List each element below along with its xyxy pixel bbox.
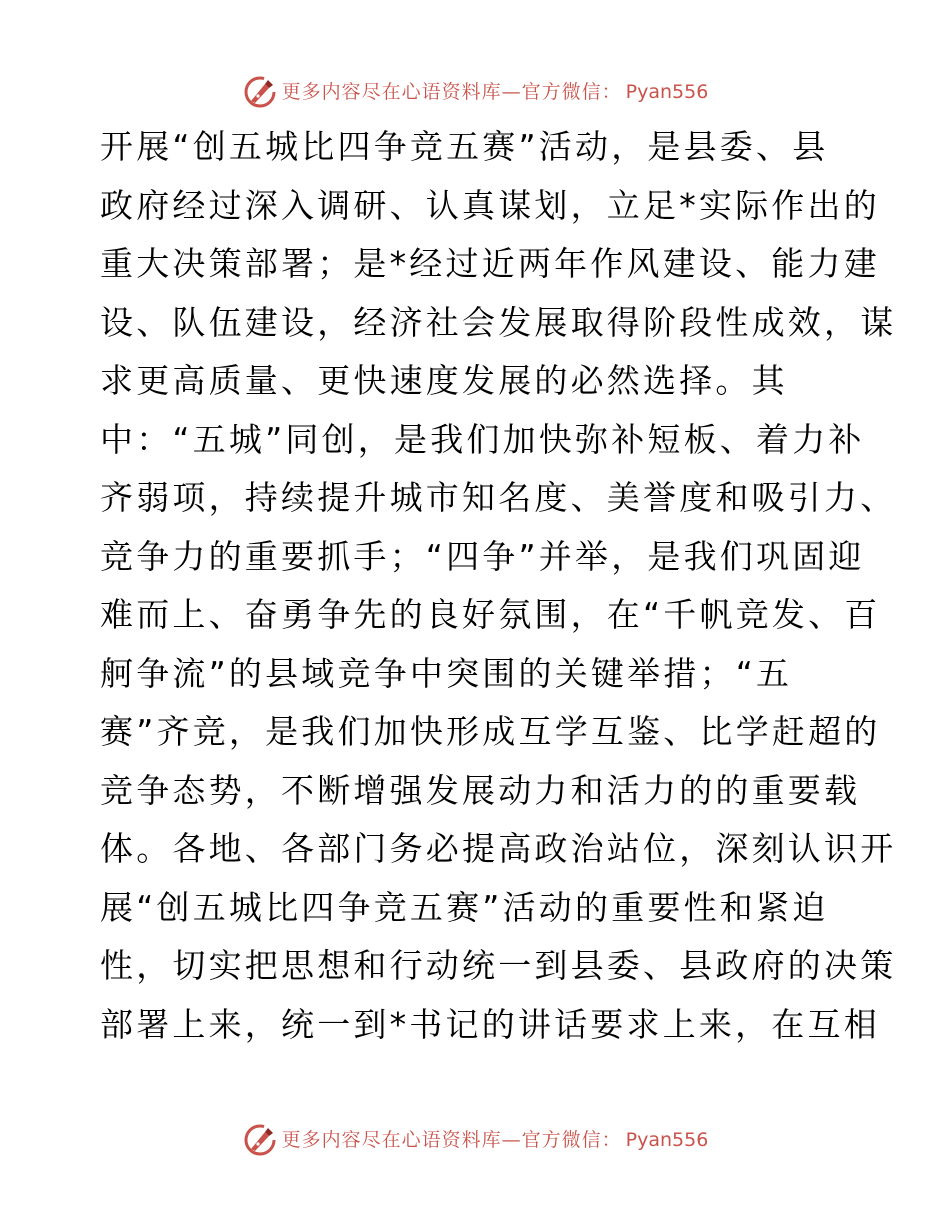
body-line: 竞争力的重要抓手；“四争”并举，是我们巩固迎 bbox=[100, 536, 865, 576]
body-line: 齐弱项，持续提升城市知名度、美誉度和吸引力、 bbox=[100, 478, 897, 517]
footer-wechat-id: Pyan556 bbox=[625, 1128, 709, 1151]
pen-nib-logo-icon bbox=[242, 1122, 278, 1158]
body-line: 设、队伍建设，经济社会发展取得阶段性成效，谋 bbox=[100, 302, 897, 342]
header-banner bbox=[0, 72, 950, 112]
body-line: 舸争流”的县域竞争中突围的关键举措；“五 bbox=[100, 653, 793, 693]
body-line: 难而上、奋勇争先的良好氛围，在“千帆竞发、百 bbox=[100, 595, 881, 634]
document-body bbox=[100, 124, 897, 1060]
body-line: 政府经过深入调研、认真谋划，立足*实际作出的 bbox=[100, 185, 880, 225]
body-line: 竞争态势，不断增强发展动力和活力的的重要载 bbox=[100, 770, 861, 810]
pen-nib-logo-icon bbox=[242, 74, 278, 110]
body-line: 中：“五城”同创，是我们加快弥补短板、着力补 bbox=[100, 419, 865, 459]
footer-banner bbox=[0, 1120, 950, 1160]
body-line: 体。各地、各部门务必提高政治站位，深刻认识开 bbox=[100, 829, 897, 868]
body-line: 开展“创五城比四争竞五赛”活动，是县委、县 bbox=[100, 127, 829, 166]
body-line: 性，切实把思想和行动统一到县委、县政府的决策 bbox=[100, 946, 897, 985]
body-line: 展“创五城比四争竞五赛”活动的重要性和紧迫 bbox=[100, 887, 829, 927]
body-line: 重大决策部署；是*经过近两年作风建设、能力建 bbox=[100, 244, 880, 283]
body-line: 赛”齐竞，是我们加快形成互学互鉴、比学赶超的 bbox=[100, 712, 881, 751]
body-line: 求更高质量、更快速度发展的必然选择。其 bbox=[100, 361, 788, 400]
header-wechat-id: Pyan556 bbox=[625, 80, 709, 103]
footer-text: 更多内容尽在心语资料库—官方微信： bbox=[281, 1128, 622, 1151]
header-text: 更多内容尽在心语资料库—官方微信： bbox=[281, 80, 622, 103]
body-line: 部署上来，统一到*书记的讲话要求上来，在互相 bbox=[100, 1004, 880, 1044]
